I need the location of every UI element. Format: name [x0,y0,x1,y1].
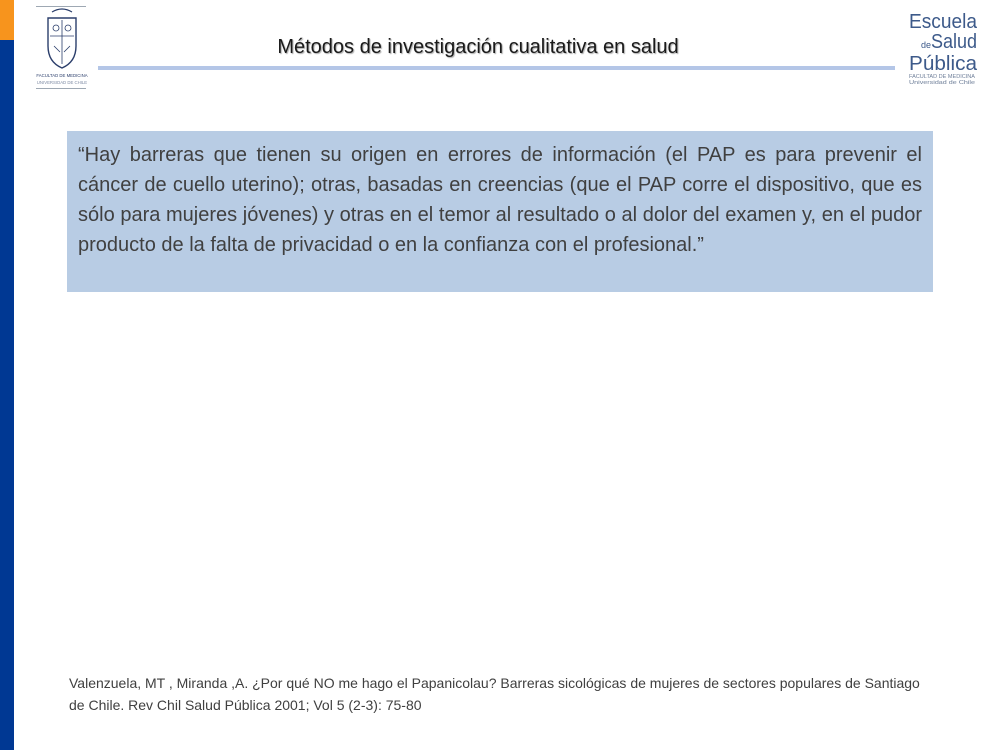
left-sidebar-stripe [0,0,14,750]
right-logo-caption-1: FACULTAD DE MEDICINA [909,74,976,80]
logo-word-salud: Salud [931,31,977,53]
page-title: Métodos de investigación cualitativa en salud [277,36,679,58]
quote-box [67,131,933,292]
escuela-de-salud-publica-logo-icon [907,8,979,86]
faculty-of-medicine-crest-icon [36,6,88,88]
logo-word-escuela: Escuela [909,11,978,33]
logo-word-de: de [921,40,932,50]
left-sidebar-accent [0,0,14,40]
left-logo-bottom-rule [36,88,86,89]
left-logo-caption-1: FACULTAD DE MEDICINA [36,73,88,78]
citation-text: Valenzuela, MT , Miranda ,A. ¿Por qué NO me hago el Papanicolau? Barreras sicológicas de mujeres de sectores populares de Santiago de Chile. Rev Chil Salud Pública 2001; Vol 5 (2-3): 75-80 [69,675,920,713]
logo-word-publica: Pública [909,53,978,75]
title-underline [98,66,895,70]
right-logo-caption-2: Universidad de Chile [909,80,976,86]
left-logo-caption-2: UNIVERSIDAD DE CHILE [36,80,88,85]
quote-text: “Hay barreras que tienen su origen en errores de información (el PAP es para prevenir el cáncer de cuello uterino); otras, basadas en creencias (que el PAP corre el dispositivo, que es sólo para mujeres jóvenes) y otras en el temor al resultado o al dolor del examen y, en el pudor producto de la falta de privacidad o en la confianza con el profesional.” [78,144,922,256]
